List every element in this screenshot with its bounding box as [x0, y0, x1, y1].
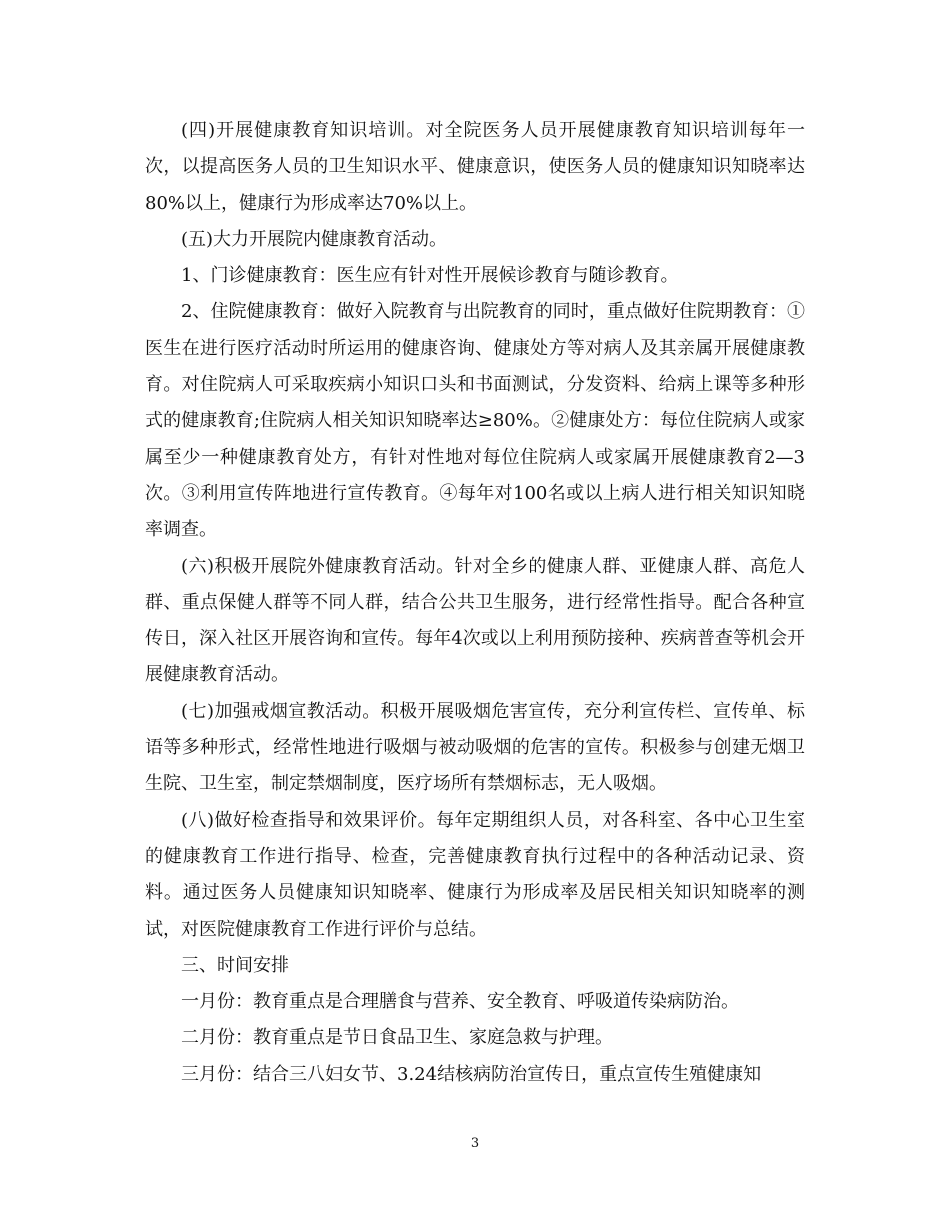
paragraph-anti-smoking: (七)加强戒烟宣教活动。积极开展吸烟危害宣传，充分利宣传栏、宣传单、标语等多种形式，经常性地进行吸烟与被动吸烟的危害的宣传。积极参与创建无烟卫生院、卫生室，制定禁烟制度，医疗场所有禁烟标志，无人吸烟。	[145, 700, 805, 795]
paragraph-outreach-education: (六)积极开展院外健康教育活动。针对全乡的健康人群、亚健康人群、高危人群、重点保健人群等不同人群，结合公共卫生服务，进行经常性指导。配合各种宣传日，深入社区开展咨询和宣传。每年4次或以上利用预防接种、疾病普查等机会开展健康教育活动。	[145, 555, 805, 686]
paragraph-march: 三月份：结合三八妇女节、3.24结核病防治宣传日，重点宣传生殖健康知	[181, 1063, 762, 1085]
paragraph-january: 一月份：教育重点是合理膳食与营养、安全教育、呼吸道传染病防治。	[181, 991, 739, 1013]
document-body	[145, 113, 805, 1093]
section-heading-schedule: 三、时间安排	[181, 954, 289, 976]
paragraph-february: 二月份：教育重点是节日食品卫生、家庭急救与护理。	[181, 1027, 613, 1049]
paragraph-inpatient-education: 2、住院健康教育：做好入院教育与出院教育的同时，重点做好住院期教育：①医生在进行医疗活动时所运用的健康咨询、健康处方等对病人及其亲属开展健康教育。对住院病人可采取疾病小知识口头和书面测试，分发资料、给病上课等多种形式的健康教育;住院病人相关知识知晓率达≥80%。②健康处方：每位住院病人或家属至少一种健康教育处方，有针对性地对每位住院病人或家属开展健康教育2—3次。③利用宣传阵地进行宣传教育。④每年对100名或以上病人进行相关知识知晓率调查。	[145, 301, 805, 541]
paragraph-staff-training: (四)开展健康教育知识培训。对全院医务人员开展健康教育知识培训每年一次，以提高医务人员的卫生知识水平、健康意识，使医务人员的健康知识知晓率达80%以上，健康行为形成率达70%以上。	[145, 120, 805, 214]
paragraph-outpatient-education: 1、门诊健康教育：医生应有针对性开展候诊教育与随诊教育。	[181, 265, 679, 287]
paragraph-inspection-evaluation: (八)做好检查指导和效果评价。每年定期组织人员，对各科室、各中心卫生室的健康教育工作进行指导、检查，完善健康教育执行过程中的各种活动记录、资料。通过医务人员健康知识知晓率、健康行为形成率及居民相关知识知晓率的测试，对医院健康教育工作进行评价与总结。	[145, 809, 805, 940]
page-number: 3	[470, 1136, 480, 1151]
paragraph-inhospital-heading: (五)大力开展院内健康教育活动。	[181, 228, 448, 250]
